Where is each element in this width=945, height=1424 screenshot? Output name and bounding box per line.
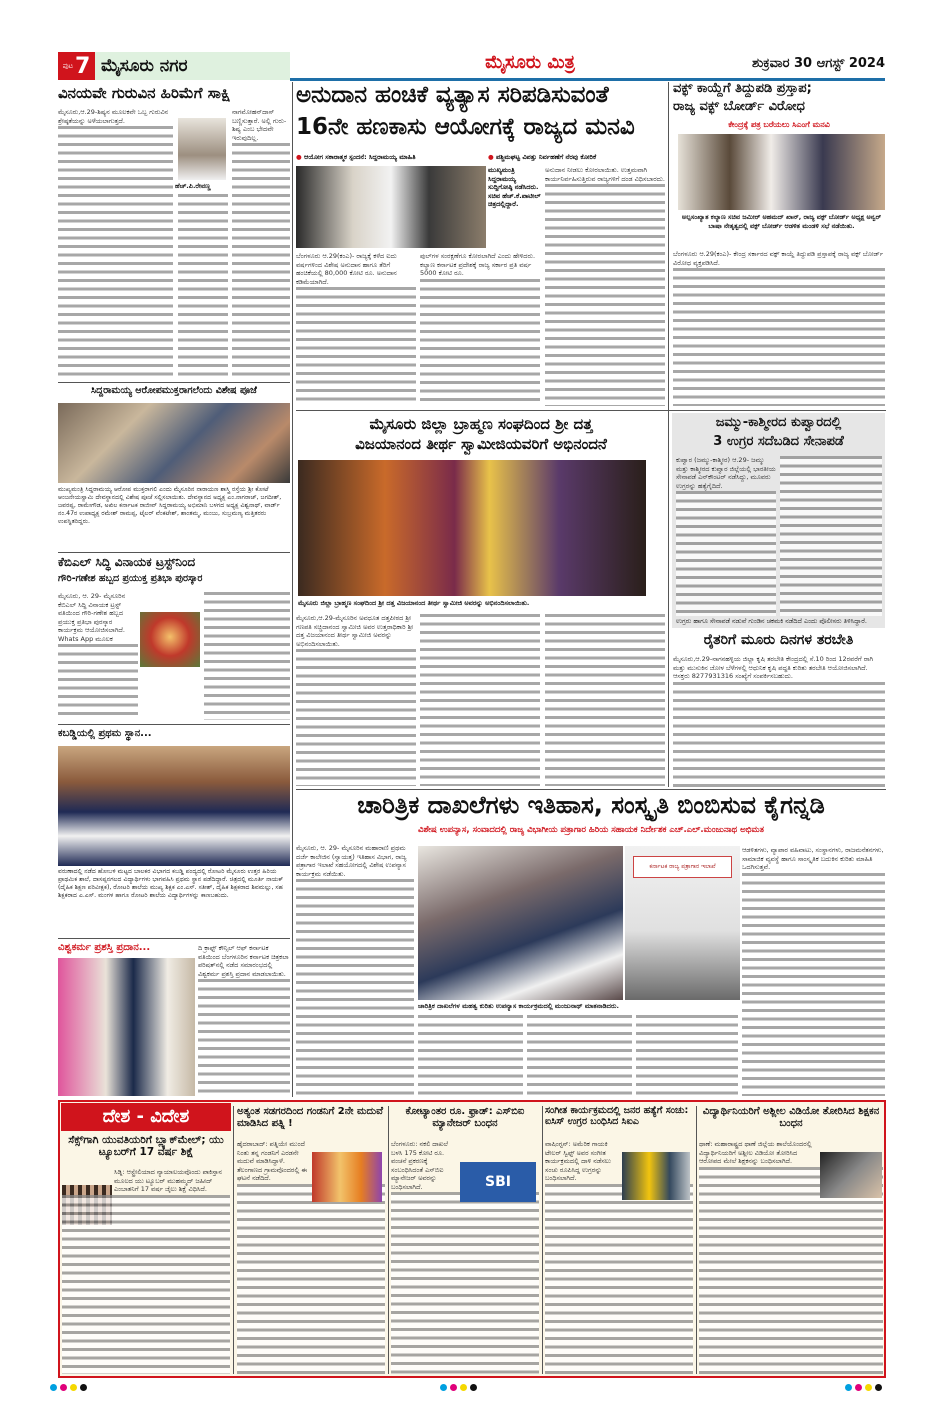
photo-note: ಮುಖ್ಯಮಂತ್ರಿ ಸಿದ್ದರಾಮಯ್ಯ ಸುದ್ದಿಗೋಷ್ಠಿ ನಡೆಸಿದರು. ಸಚಿವ ಹೆಚ್.ಕೆ.ಪಾಟೀಲ್ ಚಿತ್ರದಲ್ಲಿದ್ದಾರೆ. (488, 166, 541, 208)
registration-marks (50, 1376, 90, 1395)
bullet-text: ಪಶ್ಚಿಮಘಟ್ಟ ವಿಪತ್ತು ನಿರ್ವಹಣೆಗೆ ನೆರವು ಕೋರಿಕೆ (495, 153, 597, 161)
article-body (296, 252, 416, 406)
article-body (296, 844, 414, 1096)
article-text: ದಿ ಕ್ರಾಫ್ಟ್ ಕೌನ್ಸಿಲ್ ಆಫ್ ಕರ್ನಾಟಕ ವತಿಯಿಂದ ಬೆಂಗಳೂರಿನ ಕರ್ನಾಟಕ ಚಿತ್ರಕಲಾ ಪರಿಷತ್‌ನಲ್ಲಿ ನಡೆದ ಸಮಾರಂಭದಲ್ಲಿ ವಿಶ್ವಕರ್ಮ ಪ್ರಶಸ್ತಿ ಪ್ರದಾನ ಮಾಡಲಾಯಿತು. (198, 944, 289, 978)
article-subheadline: ಕೇಂದ್ರಕ್ಕೆ ಪತ್ರ ಬರೆಯಲು ಸಿಎಂಗೆ ಮನವಿ (728, 120, 830, 129)
cm-press-photo (296, 166, 486, 248)
registration-marks (845, 1376, 885, 1395)
article-headline: ವಿನಯವೇ ಗುರುವಿನ ಹಿರಿಮೆಗೆ ಸಾಕ್ಷಿ (58, 84, 231, 102)
article-text: ಥಾಣೆ: ಮಹಾರಾಷ್ಟ್ರದ ಥಾಣೆ ಜಿಲ್ಲೆಯ ಶಾಲೆಯೊಂದರಲ್ಲಿ ವಿದ್ಯಾರ್ಥಿನಿಯರಿಗೆ ಅಶ್ಲೀಲ ವಿಡಿಯೋ ತೋರಿಸಿದ ಆರೋಪದ ಮೇಲೆ ಶಿಕ್ಷಕನನ್ನು ಬಂಧಿಸಲಾಗಿದೆ. (699, 1140, 812, 1165)
article-body (204, 592, 290, 720)
page-number: 7 (74, 53, 91, 79)
divider (296, 410, 886, 411)
article-headline: ಸಂಗೀತ ಕಾರ್ಯಕ್ರಮದಲ್ಲಿ ಜನರ ಹತ್ಯೆಗೆ ಸಂಚು: ಐಸಿಸ್ ಉಗ್ರರ ಬಂಧಿಸಿದ ಸಿಐಎ (545, 1105, 689, 1127)
photo-caption: ಮುಖ್ಯಮಂತ್ರಿ ಸಿದ್ದರಾಮಯ್ಯ ಆರೋಪ ಮುಕ್ತರಾಗಲಿ ಎಂದು ಮೈಸೂರಿನ ನಾರಾಯಣ ಶಾಸ್ತ್ರಿ ರಸ್ತೆಯ ಶ್ರೀ ಕೋಟೆ ಆಂಜನೇಯಸ್ವಾಮಿ ದೇವಸ್ಥಾನದಲ್ಲಿ ವಿಶೇಷ ಪೂಜೆ ಸಲ್ಲಿಸಲಾಯಿತು. ದೇವಸ್ಥಾನದ ಅಧ್ಯಕ್ಷ ಎಂ.ನಾಗರಾಜ್, ಜಗದೀಶ್, ಜವರಪ್ಪ, ರಾಮೇಗೌಡ, ಅಖಿಲ ಕರ್ನಾಟಕ ರಾಜೀವ್ ಸಿದ್ದರಾಮಯ್ಯ ಅಭಿಮಾನಿ ಬಳಗದ ಅಧ್ಯಕ್ಷ ವಿಶ್ವನಾಥ್, ವಾರ್ಡ್ ನಂ.47ರ ಉಪಾಧ್ಯಕ್ಷ ರಮೇಶ್ ರಾಮಪ್ಪ, ಟೈಲರ್ ವೆಂಕಟೇಶ್, ಶಾಂತಮ್ಮ, ಮಂಜು, ಸುಬ್ರಮಣ್ಯ ಮತ್ತಿತರರು ಉಪಸ್ಥಿತರಿದ್ದರು. (58, 486, 282, 525)
column-divider (542, 1106, 543, 1374)
article-headline: ವಿದ್ಯಾರ್ಥಿನಿಯರಿಗೆ ಅಶ್ಲೀಲ ವಿಡಿಯೋ ತೋರಿಸಿದ ಶಿಕ್ಷಕನ ಬಂಧನ (702, 1106, 880, 1129)
lead-headline: 16ನೇ ಹಣಕಾಸು ಆಯೋಗಕ್ಕೆ ರಾಜ್ಯದ ಮನವಿ (296, 114, 635, 140)
photo-caption: ಚಾರಿತ್ರಿಕ ದಾಖಲೆಗಳ ಮಹತ್ವ ಕುರಿತು ಉಪನ್ಯಾಸ ಕಾರ್ಯಕ್ರಮದಲ್ಲಿ ಮಂಜುನಾಥ್ ಮಾತನಾಡಿದರು. (418, 1002, 619, 1010)
article-headline: ಸೆಕ್ಸ್‌ಗಾಗಿ ಯುವತಿಯರಿಗೆ ಬ್ಲ್ಯಾಕ್‌ಮೇಲ್; ಯು ಟ್ಯೂಬರ್‌ಗೆ 17 ವರ್ಷ ಶಿಕ್ಷೆ (68, 1134, 224, 1159)
article-body (676, 456, 776, 616)
article-headline: ಅತ್ಯಂತ ಸಡಗರದಿಂದ ಗಂಡನಿಗೆ 2ನೇ ಮದುವೆ ಮಾಡಿಸಿದ ಪತ್ನಿ ! (237, 1106, 384, 1129)
article-text: ಬೆಂಗಳೂರು ಆ.29(ಕಂಎ)- ಕೇಂದ್ರ ಸರ್ಕಾರದ ವಕ್ಫ್ ಕಾಯ್ದೆ ತಿದ್ದುಪಡಿ ಪ್ರಸ್ತಾಪಕ್ಕೆ ರಾಜ್ಯ ವಕ್ಫ್ ಬೋರ್ಡ್ ವಿರೋಧ ವ್ಯಕ್ತಪಡಿಸಿದೆ. (673, 250, 884, 267)
article-text: ಮೈಸೂರು,ಆ.29-ಮೈಸೂರಿನ ಅವಧೂತ ದತ್ತಪೀಠದ ಶ್ರೀ ಗಣಪತಿ ಸಚ್ಚಿದಾನಂದ ಸ್ವಾಮೀಜಿ ಅವರ ಉತ್ತರಾಧಿಕಾರಿ ಶ್ರೀ ದತ್ತ ವಿಜಯಾನಂದ ತೀರ್ಥ ಸ್ವಾಮೀಜಿ ಅವರನ್ನು ಅಭಿನಂದಿಸಲಾಯಿತು. (296, 614, 414, 648)
article-body (527, 1015, 632, 1096)
column-divider (233, 1106, 234, 1374)
article-text: ಮೈಸೂರು,ಆ.29-ನಾಗನಹಳ್ಳಿಯ ಜಿಲ್ಲಾ ಕೃಷಿ ತರಬೇತಿ ಕೇಂದ್ರದಲ್ಲಿ ಸೆ.10 ರಿಂದ 12ರವರೆಗೆ ರಾಗಿ ಮತ್ತು ಮುಸುಕಿನ ಜೋಳ ಬೆಳೆಗಳಲ್ಲಿ ಆಧುನಿಕ ಕೃಷಿ ಪದ್ಧತಿ ಕುರಿತು ತರಬೇತಿ ಆಯೋಜಿಸಲಾಗಿದೆ. ಆಸಕ್ತರು 8277931316 ಸಂಖ್ಯೆಗೆ ಸಂಪರ್ಕಿಸಬಹುದು. (673, 655, 874, 680)
article-headline: ವಿಶ್ವಕರ್ಮ ಪ್ರಶಸ್ತಿ ಪ್ರದಾನ... (58, 942, 151, 953)
article-body (420, 614, 540, 786)
article-headline: ಕೋಟ್ಯಾಂತರ ರೂ. ಫ್ರಾಡ್: ಎಸ್‌ಬಿಐ ಮ್ಯಾನೇಜರ್ ಬಂಧನ (405, 1106, 525, 1129)
column-divider (668, 82, 669, 787)
lecture-screen-photo (625, 846, 740, 1000)
article-headline: ರೈತರಿಗೆ ಮೂರು ದಿನಗಳ ತರಬೇತಿ (703, 632, 854, 648)
article-body (545, 614, 665, 786)
article-body (232, 108, 290, 380)
article-text: ನಾಗಮೋಹನ್‌ದಾಸ್ ಬಣ್ಣಿಸುತ್ತಾರೆ. ಅಲ್ಲಿ ಗುರು-ಶಿಷ್ಯ ಎಂಬ ಭೇದವೇ ಇರುವುದಿಲ್ಲ. (232, 108, 287, 142)
waqf-meeting-photo (678, 134, 885, 210)
masthead-logo: ಮೈಸೂರು ಮಿತ್ರ (485, 52, 575, 73)
ganesha-photo (140, 612, 200, 667)
article-body (673, 655, 885, 787)
article-body (58, 108, 173, 380)
section-title: ಮೈಸೂರು ನಗರ (95, 52, 290, 80)
article-headline: ಮೈಸೂರು ಜಿಲ್ಲಾ ಬ್ರಾಹ್ಮಣ ಸಂಘದಿಂದ ಶ್ರೀ ದತ್ತ (369, 415, 593, 433)
kabaddi-team-photo (58, 746, 290, 866)
feature-headline: ಚಾರಿತ್ರಿಕ ದಾಖಲೆಗಳು ಇತಿಹಾಸ, ಸಂಸ್ಕೃತಿ ಬಿಂಬಿಸುವ ಕೈಗನ್ನಡಿ (357, 791, 825, 819)
article-body (673, 250, 885, 406)
page-label: ಪುಟ (62, 61, 73, 70)
column-divider (388, 1106, 389, 1374)
photo-caption: ಅಲ್ಪಸಂಖ್ಯಾತ ಕಲ್ಯಾಣ ಸಚಿವ ಜಮೀರ್ ಅಹಮದ್ ಖಾನ್, ರಾಜ್ಯ ವಕ್ಫ್ ಬೋರ್ಡ್ ಅಧ್ಯಕ್ಷ ಅನ್ವರ್ ಬಾಷಾ ನೇತೃತ್ವದಲ್ಲಿ ವಕ್ಫ್ ಬೋರ್ಡ್ ಆಡಳಿತ ಮಂಡಳಿ ಸಭೆ ನಡೆಯಿತು. (681, 213, 882, 230)
article-headline: ಕಬಡ್ಡಿಯಲ್ಲಿ ಪ್ರಥಮ ಸ್ಥಾನ... (58, 728, 152, 739)
portrait-photo (178, 118, 226, 180)
lecture-audience-photo (418, 846, 623, 1000)
article-text: ಪುಲ್‌ಗಳ ಸಂರಕ್ಷಣೆಗೂ ಕೋರಲಾಗಿದೆ ಎಂದು ಹೇಳಿದರು. ಕಲ್ಯಾಣ ಕರ್ನಾಟಕ ಪ್ರದೇಶಕ್ಕೆ ರಾಜ್ಯ ಸರ್ಕಾರ ಪ್ರತಿ ವರ್ಷ 5000 ಕೋಟಿ ರೂ. (420, 252, 536, 277)
article-headline: ಸಿದ್ದರಾಮಯ್ಯ ಆರೋಪಮುಕ್ತರಾಗಲೆಂದು ವಿಶೇಷ ಪೂಜೆ (91, 385, 257, 396)
column-divider (696, 1106, 697, 1374)
article-body (420, 252, 540, 406)
article-body (780, 456, 882, 616)
article-text: ಮೈಸೂರು, ಆ. 29- ಮೈಸೂರಿನ ಮಹಾರಾಣಿ ಪ್ರಥಮ ದರ್ಜೆ ಕಾಲೇಜಿನ (ಸ್ವಾಯತ್ತ) ಇತಿಹಾಸ ವಿಭಾಗ, ರಾಜ್ಯ ಪತ್ರಾಗಾರ ಇಲಾಖೆ ಸಹಯೋಗದಲ್ಲಿ ವಿಶೇಷ ಉಪನ್ಯಾಸ ಕಾರ್ಯಕ್ರಮ ನಡೆಯಿತು. (296, 844, 407, 878)
feature-subheadline: ವಿಶೇಷ ಉಪನ್ಯಾಸ, ಸಂವಾದದಲ್ಲಿ ರಾಜ್ಯ ವಿಭಾಗೀಯ ಪತ್ರಾಗಾರ ಹಿರಿಯ ಸಹಾಯಕ ನಿರ್ದೇಶಕ ಎಚ್.ಎಲ್.ಮಂಜುನಾಥ ಅಭಿಮತ (418, 825, 764, 835)
police-photo (622, 1152, 690, 1200)
article-body (62, 1168, 230, 1374)
article-end: ಉಗ್ರರು ಹಾಗೂ ಸೇನಾಪಡೆ ನಡುವೆ ಗುಂಡಿನ ಚಕಮಕಿ ನಡೆದಿದೆ ಎಂದು ಪೊಲೀಸರು ತಿಳಿಸಿದ್ದಾರೆ. (676, 617, 867, 625)
article-body (545, 166, 665, 406)
registration-marks (440, 1376, 480, 1395)
article-headline: ವಿಜಯಾನಂದ ತೀರ್ಥ ಸ್ವಾಮೀಜಿಯವರಿಗೆ ಅಭಿನಂದನೆ (355, 435, 607, 453)
article-headline: ಕೆಬಿಎಲ್ ಸಿದ್ಧಿ ವಿನಾಯಕ ಟ್ರಸ್ಟ್‌ನಿಂದ (58, 555, 196, 569)
bullet-text: ಆಯೋಗ ಸಕಾರಾತ್ಮಕ ಸ್ಪಂದನೆ: ಸಿದ್ದರಾಮಯ್ಯ ಮಾಹಿತಿ (303, 153, 416, 161)
article-headline: ಜಮ್ಮು-ಕಾಶ್ಮೀರದ ಕುಪ್ವಾರದಲ್ಲಿ (715, 415, 842, 430)
article-text: ಅನುದಾನ ನೀಡಲು ಕೋರಲಾಯಿತು. ಉತ್ತಮವಾಗಿ ಕಾರ್ಯನಿರ್ವಹಿಸುತ್ತಿರುವ ರಾಜ್ಯಗಳಿಗೆ ದಂಡ ವಿಧಿಸಬಾರದು. (545, 166, 665, 183)
photo-caption: ವರುಣಾದಲ್ಲಿ ನಡೆದ ಹೋಬಳಿ ಮಟ್ಟದ ಬಾಲಕರ ವಿಭಾಗದ ಕಬಡ್ಡಿ ಪಂದ್ಯದಲ್ಲಿ ರೋಟರಿ ಮೈಸೂರು ಉತ್ತರ ಹಿರಿಯ ಪ್ರಾಥಮಿಕ ಶಾಲೆ, ದಾಸಪ್ಪನಗಲದ ವಿದ್ಯಾರ್ಥಿಗಳು ಭಾಗವಹಿಸಿ ಪ್ರಥಮ ಸ್ಥಾನ ಪಡೆದಿದ್ದಾರೆ. ಚಿತ್ರದಲ್ಲಿ ಮೂರ್ತಿ ನಾಯಕ್ (ದೈಹಿಕ ಶಿಕ್ಷಣ ಪರಿವೀಕ್ಷಕ), ರೋಟರಿ ಶಾಲೆಯ ಮುಖ್ಯ ಶಿಕ್ಷಕ ಎಂ.ಎಸ್. ಸತೀಶ್, ದೈಹಿಕ ಶಿಕ್ಷಕರಾದ ಶಿವಮಲ್ಲು, ಸಹ ಶಿಕ್ಷಕರಾದ ಎ.ಎಸ್. ಮಂಗಳ ಹಾಗೂ ರೋಟರಿ ಶಾಲೆಯ ವಿದ್ಯಾರ್ಥಿಗಳನ್ನು ಕಾಣಬಹುದು. (58, 868, 284, 899)
article-body (418, 1015, 523, 1096)
article-text: ವಾಷಿಂಗ್ಟನ್: ಅಮೆರಿಕ ಗಾಯಕಿ ಟೇಲರ್ ಸ್ವಿಫ್ಟ್ ಅವರ ಸಂಗೀತ ಕಾರ್ಯಕ್ರಮದಲ್ಲಿ ದಾಳಿ ನಡೆಸಲು ಸಂಚು ರೂಪಿಸಿದ್ದ ಉಗ್ರರನ್ನು ಬಂಧಿಸಲಾಗಿದೆ. (545, 1140, 611, 1182)
article-text: ಬೆಂಗಳೂರು: ನಕಲಿ ದಾಖಲೆ ಬಳಸಿ 175 ಕೋಟಿ ರೂ. ವಂಚನೆ ಪ್ರಕರಣಕ್ಕೆ ಸಂಬಂಧಿಸಿದಂತೆ ಎಸ್‌ಬಿಐ ಮ್ಯಾನೇಜರ್ ಅವರನ್ನು ಬಂಧಿಸಲಾಗಿದೆ. (391, 1140, 448, 1191)
divider (296, 789, 886, 790)
divider (58, 552, 290, 553)
article-body (296, 614, 416, 786)
article-text: ಮೈಸೂರು, ಆ. 29- ಮೈಸೂರಿನ ಕೆಬಿಎಲ್ ಸಿದ್ಧಿ ವಿನಾಯಕ ಟ್ರಸ್ಟ್ ವತಿಯಿಂದ ಗೌರಿ-ಗಣೇಶ ಹಬ್ಬದ ಪ್ರಯುಕ್ತ ಪ್ರತಿಭಾ ಪುರಸ್ಕಾರ ಕಾರ್ಯಕ್ರಮ ಆಯೋಜಿಸಲಾಗಿದೆ. Whats App ಮೂಲಕ (58, 592, 126, 643)
divider (58, 382, 290, 383)
article-headline: 3 ಉಗ್ರರ ಸದೆಬಡಿದ ಸೇನಾಪಡೆ (713, 434, 844, 449)
article-text: ಬೆಂಗಳೂರು ಆ.29(ಕಂಎ)- ರಾಜ್ಯಕ್ಕೆ ಕಳೆದ ಐದು ವರ್ಷಗಳಿಂದ ವಿಶೇಷ ಅನುದಾನ ಹಾಗೂ ತೆರಿಗೆ ಹಂಚಿಕೆಯಲ್ಲಿ 80,000 ಕೋಟಿ ರೂ. ಅನುದಾನ ಕಡಿಮೆಯಾಗಿದೆ. (296, 252, 397, 286)
page-number-box (58, 52, 95, 80)
lead-bullet: ● ಆಯೋಗ ಸಕಾರಾತ್ಮಕ ಸ್ಪಂದನೆ: ಸಿದ್ದರಾಮಯ್ಯ ಮಾಹಿತಿ (296, 153, 416, 161)
award-photo (58, 958, 195, 1096)
article-headline: ವಕ್ಫ್ ಕಾಯ್ದೆಗೆ ತಿದ್ದುಪಡಿ ಪ್ರಸ್ತಾಪ; (673, 81, 812, 96)
article-body (742, 846, 885, 1096)
news-photo (58, 403, 290, 483)
column-divider (292, 82, 293, 1097)
projector-banner: ಕರ್ನಾಟಕ ರಾಜ್ಯ ಪತ್ರಾಗಾರ ಇಲಾಖೆ (633, 856, 732, 878)
phone-video-photo (820, 1152, 882, 1198)
article-text: ಕುಪ್ವಾರ (ಜಮ್ಮು-ಕಾಶ್ಮೀರ) ಆ.29- ಜಮ್ಮು ಮತ್ತು ಕಾಶ್ಮೀರದ ಕುಪ್ವಾರ ಜಿಲ್ಲೆಯಲ್ಲಿ ಭಾರತೀಯ ಸೇನಾಪಡೆ ಎನ್‌ಕೌಂಟರ್ ನಡೆಸಿದ್ದು, ಮೂವರು ಉಗ್ರರನ್ನು ಹತ್ಯೆಗೈದಿದೆ. (676, 456, 776, 490)
photo-caption: ಮೈಸೂರು ಜಿಲ್ಲಾ ಬ್ರಾಹ್ಮಣ ಸಂಘದಿಂದ ಶ್ರೀ ದತ್ತ ವಿಜಯಾನಂದ ತೀರ್ಥ ಸ್ವಾಮೀಜಿ ಅವರನ್ನು ಅಭಿನಂದಿಸಲಾಯಿತು. (298, 599, 530, 607)
article-body (636, 1015, 738, 1096)
sbi-logo: SBI (460, 1162, 536, 1202)
divider (58, 938, 290, 939)
article-body (198, 944, 290, 1096)
article-text: ಮೈಸೂರು,ಆ.29-ಶಿಷ್ಯನ ಮೂಲಕವೇ ಒಬ್ಬ ಗುರುವಿನ ಶ್ರೇಷ್ಠತೆಯನ್ನು ಅಳೆಯಲಾಗುತ್ತದೆ. (58, 108, 169, 125)
portrait-caption: ಹೆಚ್.ಪಿ.ರೇವಣ್ಣ (175, 182, 211, 190)
article-headline: ಗೌರಿ-ಗಣೇಶ ಹಬ್ಬದ ಪ್ರಯುಕ್ತ ಪ್ರತಿಭಾ ಪುರಸ್ಕಾರ (58, 573, 203, 584)
article-headline: ರಾಜ್ಯ ವಕ್ಫ್ ಬೋರ್ಡ್ ವಿರೋಧ (673, 99, 805, 114)
issue-date: ಶುಕ್ರವಾರ 30 ಆಗಸ್ಟ್ 2024 (752, 56, 885, 71)
lead-bullet: ● ಪಶ್ಚಿಮಘಟ್ಟ ವಿಪತ್ತು ನಿರ್ವಹಣೆಗೆ ನೆರವು ಕೋರಿಕೆ (488, 153, 597, 161)
article-body (178, 194, 228, 380)
lead-headline: ಅನುದಾನ ಹಂಚಿಕೆ ವ್ಯತ್ಯಾಸ ಸರಿಪಡಿಸುವಂತೆ (296, 82, 609, 108)
article-body (58, 592, 138, 720)
article-text: ಆಡಳಿತಗಳು, ವ್ಯಾಪಾರ ವಹಿವಾಟು, ಸಂಸ್ಥಾನಗಳು, ರಾಜಮನೆತನಗಳು, ಸಾಮಾಜಿಕ ವ್ಯವಸ್ಥೆ ಹಾಗೂ ಸಾಂಸ್ಕೃತಿಕ ಬದುಕಿನ ಕುರಿತು ಮಾಹಿತಿ ಒದಗಿಸುತ್ತವೆ. (742, 846, 884, 871)
wedding-photo (312, 1152, 382, 1202)
article-text: ಹೈದರಾಬಾದ್: ಪತ್ನಿಯೇ ಮುಂದೆ ನಿಂತು ತನ್ನ ಗಂಡನಿಗೆ ಎರಡನೇ ಮದುವೆ ಮಾಡಿಸಿದ್ದಾಳೆ. ತೆಲಂಗಾಣದ ಗ್ರಾಮವೊಂದರಲ್ಲಿ ಈ ಘಟನೆ ನಡೆದಿದೆ. (237, 1140, 307, 1182)
section-banner: ದೇಶ - ವಿದೇಶ (61, 1103, 231, 1131)
felicitation-photo (298, 460, 646, 596)
article-text: ಸಿಡ್ನಿ: ಆಸ್ಟ್ರೇಲಿಯಾದ ನ್ಯಾಯಾಲಯವೊಂದು ಪಾಕಿಸ್ತಾನ ಮೂಲದ ಯು ಟ್ಯೂಬರ್ ಮುಹಮ್ಮದ್ ಜಹೀದ್ ಎಂಬಾತನಿಗೆ 17 ವರ್ಷ ಜೈಲು ಶಿಕ್ಷೆ ವಿಧಿಸಿದೆ. (114, 1168, 223, 1193)
divider (58, 724, 290, 725)
